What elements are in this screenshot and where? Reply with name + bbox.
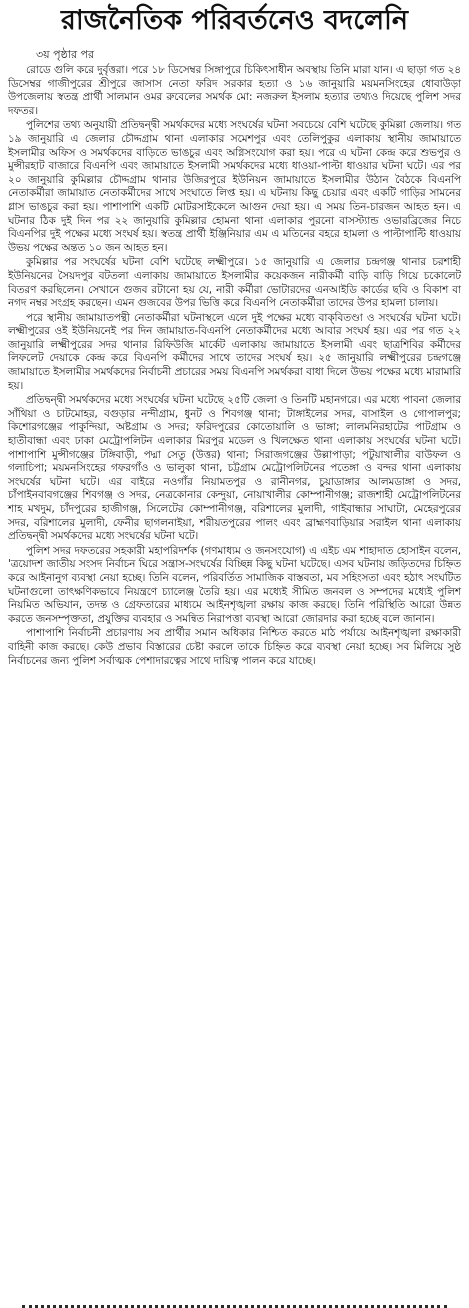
article-paragraph: পরে স্থানীয় জামায়াতপন্থী নেতাকর্মীরা ঘটনাস্থলে এলে দুই পক্ষের মধ্যে বাক্‌বিতণ্ডা ও সংঘর্ষের ঘটনা ঘটে। লক্ষ্মীপুরের ওই ইউনিয়নেই পর দিন জামায়াত-বিএনপি নেতাকর্মীদের মধ্যে আবার সংঘর্ষ হয়। এর পর গত ২২ জানুয়ারি লক্ষ্মীপুরের সদর থানার রিফিউজি মার্কেট এলাকায় জামায়াতে ইসলামী এবং ছাত্রশিবির কর্মীদের লিফলেট দেয়াকে কেন্দ্র করে বিএনপি কর্মীদের সাথে তাদের সংঘর্ষ হয়। ২৫ জানুয়ারি লক্ষ্মীপুরের চন্দ্রগঞ্জে জামায়াতে ইসলামীর সমর্থকদের নির্বাচনী প্রচারের সময় বিএনপি সমর্থকরা বাধা দিলে উভয় পক্ষের মধ্যে মারামারি হয়।: [8, 311, 461, 392]
article-paragraph: কুমিল্লার পর সংঘর্ষের ঘটনা বেশি ঘটেছে লক্ষ্মীপুরে। ১৫ জানুয়ারি এ জেলার চন্দ্রগঞ্জ থানার চরশাহী ইউনিয়নের সৈয়দপুর বটতলা এলাকায় জামায়াতে ইসলামীর কয়েকজন নারীকর্মী বাড়ি বাড়ি গিয়ে চকোলেট বিতরণ করছিলেন। সেখানে গুজব রটানো হয় যে, নারী কর্মীরা ভোটারদের এনআইডি কার্ডের ছবি ও বিকাশ বা নগদ নম্বর সংগ্রহ করছেন। এমন গুজবের উপর ভিত্তি করে বিএনপি নেতাকর্মীরা তাদের উপর হামলা চালায়।: [8, 256, 461, 310]
article-paragraph: পুলিশ সদর দফতরের সহকারী মহাপরিদর্শক (গণমাধ্যম ও জনসংযোগ) এ এইচ এম শাহাদাত হোসাইন বলেন, 'ত্রয়োদশ জাতীয় সংসদ নির্বাচন ঘিরে সন্ত্রাস-সংঘর্ষের বিচ্ছিন্ন কিছু ঘটনা ঘটেছে। এসব ঘটনায় জড়িতদের চিহ্নিত করে আইনানুগ ব্যবস্থা নেয়া হচ্ছে। তিনি বলেন, পরিবর্তিত সামাজিক বাস্তবতা, মব সহিংসতা এবং হঠাৎ সংঘটিত ঘটনাগুলো তাৎক্ষণিকভাবে নিয়ন্ত্রণে চ্যালেঞ্জ তৈরি হয়। এর মধ্যেই সীমিত জনবল ও সম্পদের মধ্যেই পুলিশ নিয়মিত অভিযান, তদন্ত ও গ্রেফতারের মাধ্যমে আইনশৃঙ্খলা রক্ষায় কাজ করছে। তিনি পরিস্থিতি আরো উন্নত করতে জনসম্পৃক্ততা, প্রযুক্তির ব্যবহার ও সমন্বিত নিরাপত্তা ব্যবস্থা আরো জোরদার করা হচ্ছে বলে জানান।: [8, 544, 461, 625]
article-paragraph: প্রতিদ্বন্দ্বী সমর্থকদের মধ্যে সংঘর্ষের ঘটনা ঘটেছে ২৫টি জেলা ও তিনটি মহানগরে। এর মধ্যে পাবনা জেলার সাঁথিয়া ও চাটমোহর, বগুড়ার নন্দীগ্রাম, ধুনট ও শিবগঞ্জ থানা; টাঙ্গাইলের সদর, বাসাইল ও গোপালপুর; কিশোরগঞ্জের পাকুন্দিয়া, অষ্টগ্রাম ও সদর; ফরিদপুরের কোতোয়ালি ও ভাঙ্গা; লালমনিরহাটের পাটগ্রাম ও হাতীবান্ধা এবং ঢাকা মেট্রোপলিটন এলাকার মিরপুর মডেল ও খিলক্ষেত থানা এলাকায় সংঘর্ষের ঘটনা ঘটে। পাশাপাশি মুন্সীগঞ্জের টঙ্গিবাড়ী, পদ্মা সেতু (উত্তর) থানা; সিরাজগঞ্জের উল্লাপাড়া; পটুয়াখালীর বাউফল ও গলাচিপা; ময়মনসিংহের গফরগাঁও ও ভালুকা থানা, চট্টগ্রাম মেট্রোপলিটনের পতেঙ্গা ও বন্দর থানা এলাকায় সংঘর্ষের ঘটনা ঘটে। এর বাইরে নওগাঁর নিয়ামতপুর ও রানীনগর, চুয়াডাঙ্গার আলমডাঙ্গা ও সদর, চাঁপাইনবাবগঞ্জের শিবগঞ্জ ও সদর, নেত্রকোনার কেন্দুয়া, নোয়াখালীর কোম্পানীগঞ্জ; রাজশাহী মেট্রোপলিটনের শাহ মখদুম, চাঁদপুরের হাজীগঞ্জ, সিলেটের কোম্পানীগঞ্জ, বরিশালের মুলাদী, গাইবান্ধার সাঘাটা, মেহেরপুরের সদর, বরিশালের মুলাদী, ফেনীর ছাগলনাইয়া, শরীয়তপুরের পালং এবং ব্রাহ্মণবাড়িয়ার সরাইল থানা এলাকায় প্রতিদ্বন্দ্বী সমর্থকদের মধ্যে সংঘর্ষের ঘটনা ঘটে।: [8, 394, 461, 543]
article-paragraph: পাশাপাশি নির্বাচনী প্রচারণায় সব প্রার্থীর সমান অধিকার নিশ্চিত করতে মাঠ পর্যায়ে আইনশৃঙ্খলা রক্ষাকারী বাহিনী কাজ করছে। কেউ প্রভাব বিস্তারের চেষ্টা করলে তাকে চিহ্নিত করে ব্যবস্থা নেয়া হচ্ছে। সব মিলিয়ে সুষ্ঠ নির্বাচনের জন্য পুলিশ সর্বাত্মক পেশাদারত্বের সাথে দায়িত্ব পালন করে যাচ্ছে।: [8, 627, 461, 667]
article-headline: রাজনৈতিক পরিবর্তনেও বদলেনি: [60, 5, 408, 36]
article-paragraph: রোডে গুলি করে দুর্বৃত্তরা। পরে ১৮ ডিসেম্বর সিঙ্গাপুরে চিকিৎসাধীন অবস্থায় তিনি মারা যান। এ ছাড়া গত ২৪ ডিসেম্বর গাজীপুরের শ্রীপুরে জাসাস নেতা ফরিদ সরকার হত্যা ও ১৬ জানুয়ারি ময়মনসিংহের ধোবাউড়া উপজেলায় স্বতন্ত্র প্রার্থী সালমান ওমর রুবেলের সমর্থক মো: নজরুল ইসলাম হত্যার তথ্যও দিয়েছে পুলিশ সদর দফতর।: [8, 64, 461, 117]
continuation-note: ৩য় পৃষ্ঠার পর: [36, 48, 95, 61]
article-paragraph: পুলিশের তথ্য অনুযায়ী প্রতিদ্বন্দ্বী সমর্থকদের মধ্যে সংঘর্ষের ঘটনা সবচেয়ে বেশি ঘটেছে কুমিল্লা জেলায়। গত ১৯ জানুয়ারি এ জেলার চৌদ্দগ্রাম থানা এলাকার সমেশপুর এবং তেলিপুকুর এলাকায় স্থানীয় জামায়াতে ইসলামীর অফিস ও সমর্থকদের বাড়িতে ভাঙচুর এবং অগ্নিসংযোগ করা হয়। পরে এ ঘটনা কেন্দ্র করে শুভপুর ও মুন্সীরহাট বাজারে বিএনপি এবং জামায়াতে ইসলামী সমর্থকদের মধ্যে ধাওয়া-পাল্টা ধাওয়ার ঘটনা ঘটে। এর পর ২০ জানুয়ারি কুমিল্লার চৌদ্দগ্রাম থানার উজিরপুরে ইউনিয়ন জামায়াতে ইসলামীর উঠান বৈঠকে বিএনপি নেতাকর্মীরা জামায়াত নেতাকর্মীদের সাথে সংঘাতে লিপ্ত হয়। এ ঘটনায় কিছু চেয়ার এবং একটি গাড়ির সামনের গ্লাস ভাঙচুর করা হয়। পাশাপাশি একটি মোটরসাইকেলে আগুন দেয়া হয়। এ সময় তিন-চারজন আহত হন। এ ঘটনার ঠিক দুই দিন পর ২২ জানুয়ারি কুমিল্লার হোমনা থানা এলাকার পুরনো বাসস্ট্যান্ড ওভারব্রিজের নিচে বিএনপির দুই পক্ষের মধ্যে সংঘর্ষ হয়। স্বতন্ত্র প্রার্থী ইঞ্জিনিয়ার এম এ মতিনের বহরে হামলা ও পাল্টাপাল্টি ধাওয়ায় উভয় পক্ষের অন্তত ১০ জন আহত হন।: [8, 119, 461, 254]
cut-off-next-line: [22, 1302, 447, 1308]
article-body: [8, 64, 461, 668]
